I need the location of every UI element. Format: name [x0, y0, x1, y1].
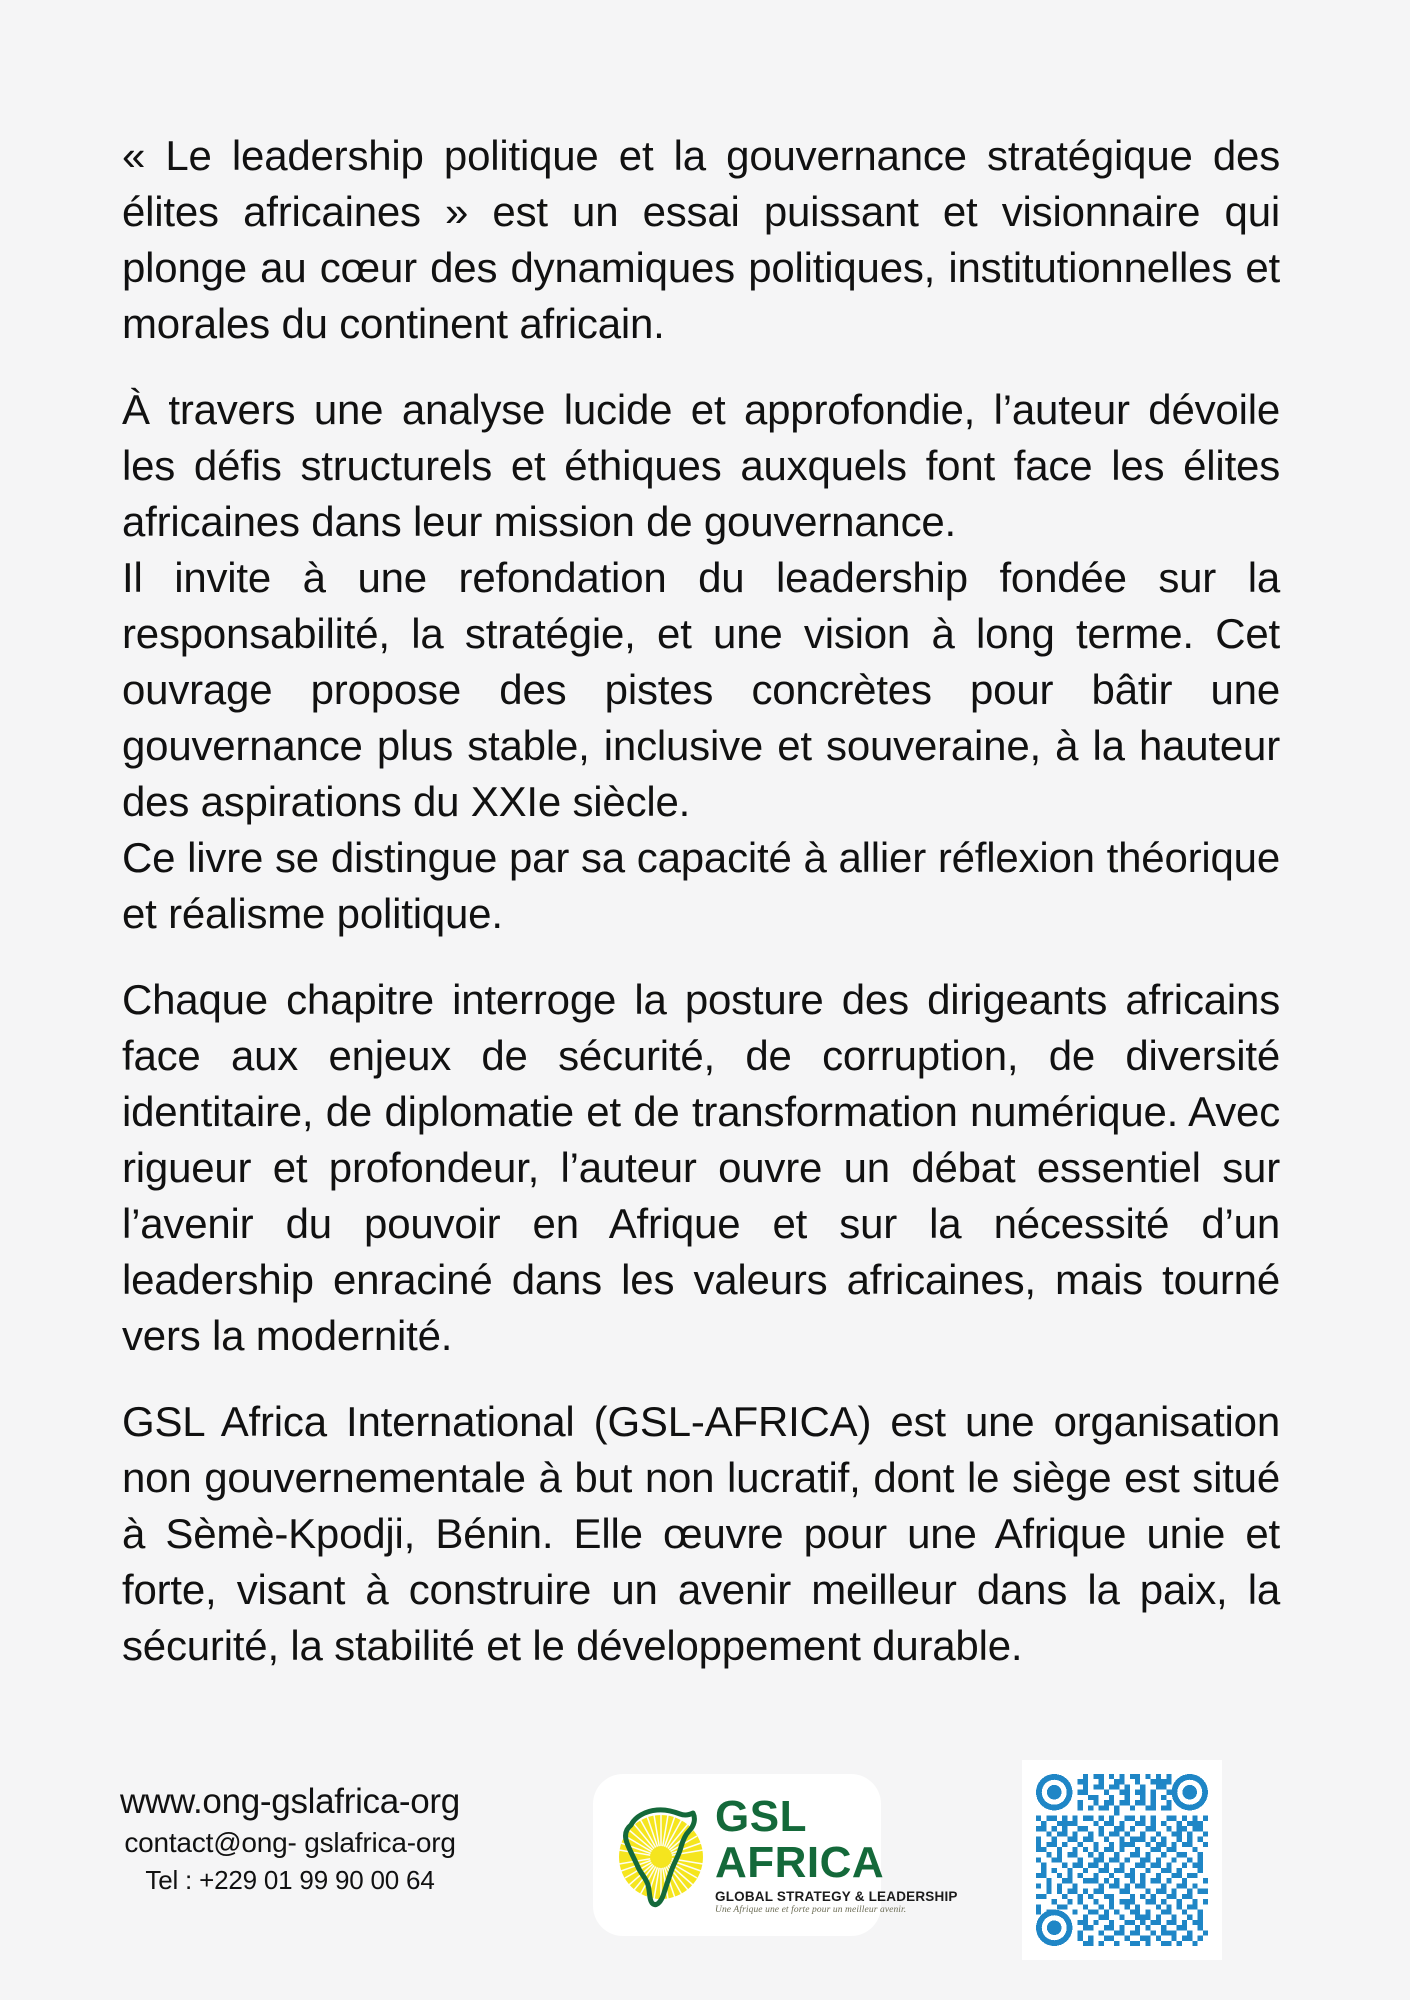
logo-tagline-sub: Une Afrique une et forte pour un meilleur avenir.	[715, 1904, 907, 1915]
document-body	[122, 128, 1280, 1674]
contact-email[interactable]: contact@ong- gslafrica-org	[124, 1827, 456, 1858]
paragraph-5: Chaque chapitre interroge la posture des dirigeants africains face aux enjeux de sécurité, de corruption, de diversité identitaire, de diplomatie et de transformation numérique. Avec rigueur et profondeur, l’auteur ouvre un débat essentiel sur l’avenir du pouvoir en Afrique et sur la nécessité d’un leadership enraciné dans les valeurs africaines, mais tourné vers la modernité.	[122, 976, 1280, 1359]
contact-phone[interactable]: Tel : +229 01 99 90 00 64	[145, 1865, 435, 1895]
logo-name-gsl: GSL	[715, 1792, 807, 1841]
paragraph-3: Il invite à une refondation du leadership fondée sur la responsabilité, la stratégie, et une vision à long terme. Cet ouvrage propose des pistes concrètes pour bâtir une gouvernance plus stable, inclusive et souveraine, à la hauteur des aspirations du XXIe siècle.	[122, 554, 1280, 825]
contact-website[interactable]: www.ong-gslafrica-org	[120, 1782, 460, 1821]
paragraph-6: GSL Africa International (GSL-AFRICA) est une organisation non gouvernementale à but non lucratif, dont le siège est situé à Sèmè-Kpodji, Bénin. Elle œuvre pour une Afrique unie et forte, visant à construire un avenir meilleur dans la paix, la sécurité, la stabilité et le développement durable.	[122, 1398, 1280, 1669]
paragraph-2: À travers une analyse lucide et approfondie, l’auteur dévoile les défis structurels et éthiques auxquels font face les élites africaines dans leur mission de gouvernance.	[122, 386, 1280, 545]
logo-name-africa: AFRICA	[715, 1838, 885, 1887]
qr-code[interactable]	[1022, 1760, 1222, 1960]
gsl-africa-logo	[593, 1774, 958, 1936]
logo-wordmark	[715, 1792, 958, 1915]
paragraph-4: Ce livre se distingue par sa capacité à allier réflexion théorique et réalisme politique.	[122, 834, 1280, 937]
document-footer	[0, 1760, 1410, 2000]
contact-block	[80, 1780, 500, 1898]
africa-sun-icon	[601, 1795, 721, 1915]
logo-tagline-main: GLOBAL STRATEGY & LEADERSHIP	[715, 1889, 958, 1904]
paragraph-1: « Le leadership politique et la gouvernance stratégique des élites africaines » est un essai puissant et visionnaire qui plonge au cœur des dynamiques politiques, institutionnelles et morales du continent africain.	[122, 132, 1280, 347]
